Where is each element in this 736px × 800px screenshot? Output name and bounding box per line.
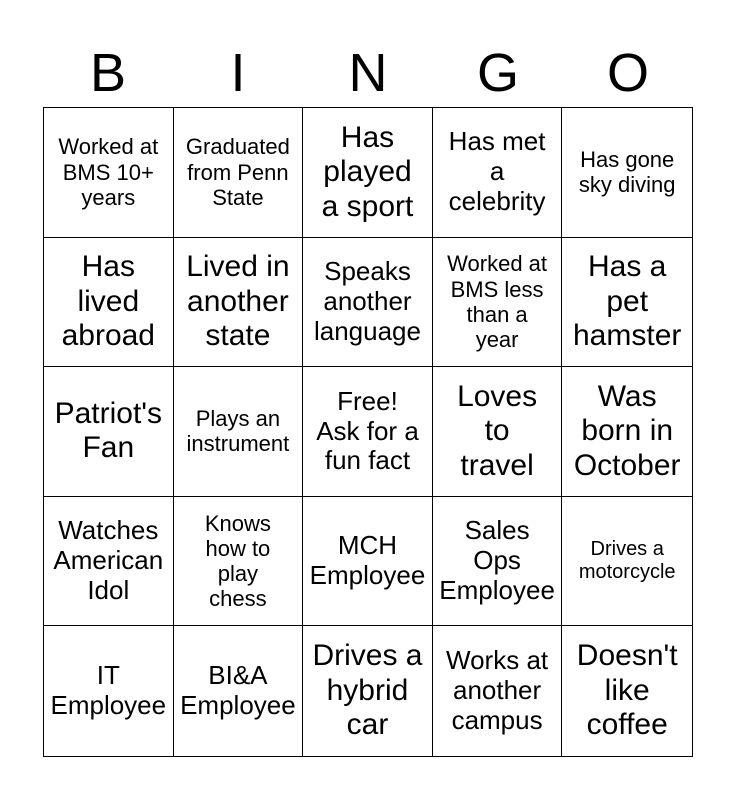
cell-text: Free! Ask for a fun fact: [316, 385, 419, 476]
bingo-cell[interactable]: [433, 238, 563, 368]
cell-text: MCH Employee: [309, 530, 426, 591]
cell-text: Works at another campus: [446, 645, 549, 736]
bingo-cell[interactable]: [562, 108, 692, 238]
cell-text: Has met a celebrity: [448, 126, 546, 217]
bingo-cell[interactable]: [44, 238, 174, 368]
bingo-header: [43, 40, 693, 106]
cell-text: Lived in another state: [186, 250, 290, 353]
bingo-cell[interactable]: [174, 238, 304, 368]
cell-text: Has lived abroad: [61, 250, 155, 353]
bingo-cell[interactable]: [44, 108, 174, 238]
bingo-cell[interactable]: [562, 238, 692, 368]
cell-text: Has gone sky diving: [578, 147, 676, 198]
cell-text: Patriot's Fan: [54, 396, 163, 465]
bingo-cell[interactable]: [562, 626, 692, 756]
bingo-cell[interactable]: [44, 497, 174, 627]
cell-text: Plays an instrument: [186, 406, 290, 457]
header-letter-o: O: [606, 43, 649, 103]
bingo-cell[interactable]: [303, 238, 433, 368]
cell-text: Graduated from Penn State: [185, 134, 290, 210]
cell-text: Speaks another language: [313, 256, 421, 346]
cell-text: Watches American Idol: [53, 515, 164, 606]
bingo-cell[interactable]: [562, 497, 692, 627]
bingo-cell[interactable]: [174, 367, 304, 497]
bingo-cell[interactable]: [303, 626, 433, 756]
bingo-cell[interactable]: [303, 497, 433, 627]
cell-text: Knows how to play chess: [204, 510, 271, 612]
cell-text: Has played a sport: [321, 120, 414, 223]
cell-text: Drives a motorcycle: [578, 538, 676, 584]
bingo-cell[interactable]: [433, 108, 563, 238]
header-letter-b: B: [89, 43, 127, 103]
bingo-cell[interactable]: [433, 497, 563, 627]
cell-text: Doesn't like coffee: [576, 639, 678, 742]
bingo-cell[interactable]: [562, 367, 692, 497]
bingo-board: [43, 107, 693, 757]
bingo-cell[interactable]: [174, 626, 304, 756]
header-letter-i: I: [230, 43, 246, 103]
bingo-cell[interactable]: [433, 626, 563, 756]
bingo-cell[interactable]: [44, 367, 174, 497]
cell-text: Was born in October: [573, 379, 681, 482]
bingo-cell free-space[interactable]: [303, 367, 433, 497]
cell-text: Sales Ops Employee: [439, 515, 555, 606]
header-letter-n: N: [348, 43, 388, 103]
bingo-cell[interactable]: [44, 626, 174, 756]
header-letter-g: G: [476, 43, 519, 103]
cell-text: Has a pet hamster: [573, 250, 682, 353]
cell-text: Drives a hybrid car: [312, 639, 423, 742]
cell-text: Worked at BMS less than a year: [447, 251, 548, 353]
bingo-cell[interactable]: [433, 367, 563, 497]
cell-text: Worked at BMS 10+ years: [58, 134, 159, 210]
cell-text: Loves to travel: [457, 379, 538, 482]
cell-text: IT Employee: [50, 660, 167, 721]
cell-text: BI&A Employee: [180, 660, 296, 721]
bingo-cell[interactable]: [303, 108, 433, 238]
bingo-cell[interactable]: [174, 497, 304, 627]
bingo-cell[interactable]: [174, 108, 304, 238]
